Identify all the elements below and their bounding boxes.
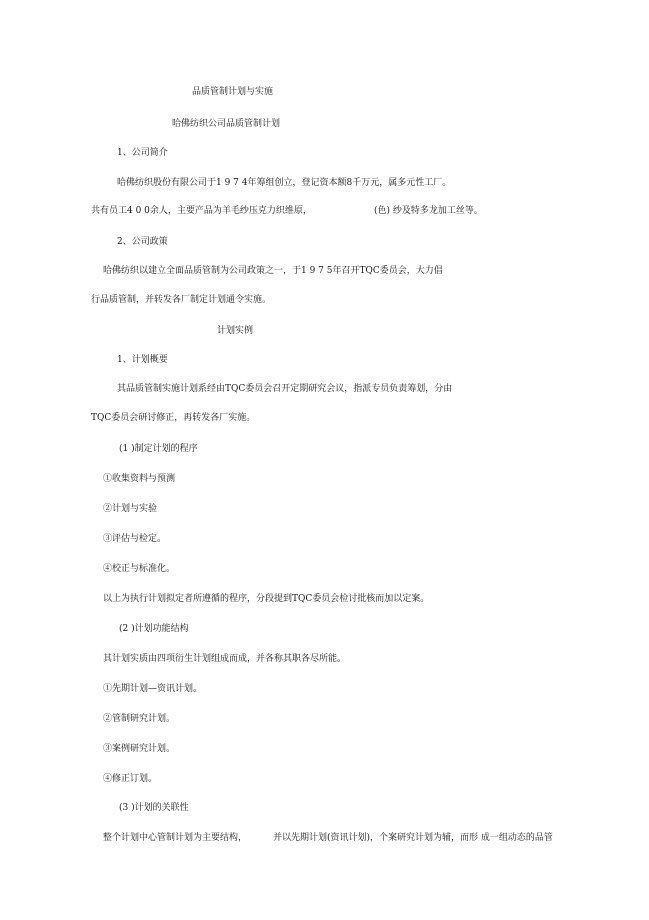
section1-para2b: (色) 纱及特多龙加工丝等。 <box>374 206 483 216</box>
main-title: 品质管制计划与实施 <box>192 87 274 97</box>
sub2-item-4: ④修正订划。 <box>103 774 158 784</box>
sub3-para-b: 并以先期计划(资讯计划)，个案研究计划为辅，而形 成一组动态的品管 <box>273 833 553 843</box>
sub2-item-1: ①先期计划—资讯计划。 <box>103 684 203 694</box>
sub1-item-3: ③评估与检定。 <box>103 534 167 544</box>
sub3-para-a: 整个计划中心管制计划为主要结构， <box>103 833 248 843</box>
plan-overview-para1: 其品质管制实施计划系经由TQC委员会召开定期研究会议，指派专员负责筹划，分由 <box>117 384 453 394</box>
sub1-item-2: ②计划与实验 <box>103 504 158 514</box>
sub3-heading: (3 )计划的关联性 <box>119 803 189 813</box>
section2-heading: 2、公司政策 <box>117 237 168 247</box>
sub1-heading: (1 )制定计划的程序 <box>119 444 198 454</box>
sub1-item-1: ①收集资料与预测 <box>103 474 176 484</box>
sub2-intro: 其计划实质由四项衍生计划组成而成，并各称其职各尽所能。 <box>103 654 347 664</box>
sub2-item-2: ②管制研究计划。 <box>103 714 176 724</box>
sub2-heading: (2 )计划功能结构 <box>119 624 189 634</box>
plan-overview-heading: 1、计划概要 <box>117 355 168 365</box>
subtitle: 哈佛纺织公司品质管制计划 <box>172 119 281 129</box>
section2-para2: 行品质管制，并转发各厂制定计划通令实施。 <box>91 295 272 305</box>
plan-example-heading: 计划实例 <box>217 326 254 336</box>
section1-para2a: 共有员工4 0 0余人，主要产品为羊毛纱压克力织维原， <box>91 206 312 216</box>
sub2-item-3: ③案例研究计划。 <box>103 744 176 754</box>
sub1-summary: 以上为执行计划拟定者所遵循的程序，分段提到TQC委员会检讨批核而加以定案。 <box>103 594 430 604</box>
plan-overview-para2: TQC委员会研讨修正，再转发各厂实施。 <box>91 413 256 423</box>
section1-para1: 哈佛纺织股份有限公司于1 9 7 4年筹组创立，登记资本额8千万元，属多元性工厂。 <box>117 178 452 188</box>
sub1-item-4: ④校正与标准化。 <box>103 564 176 574</box>
section2-para1: 哈佛纺织以建立全面品质管制为公司政策之一，于1 9 7 5年召开TQC委员会，大力倡 <box>103 266 443 276</box>
section1-heading: 1、公司简介 <box>117 148 168 158</box>
